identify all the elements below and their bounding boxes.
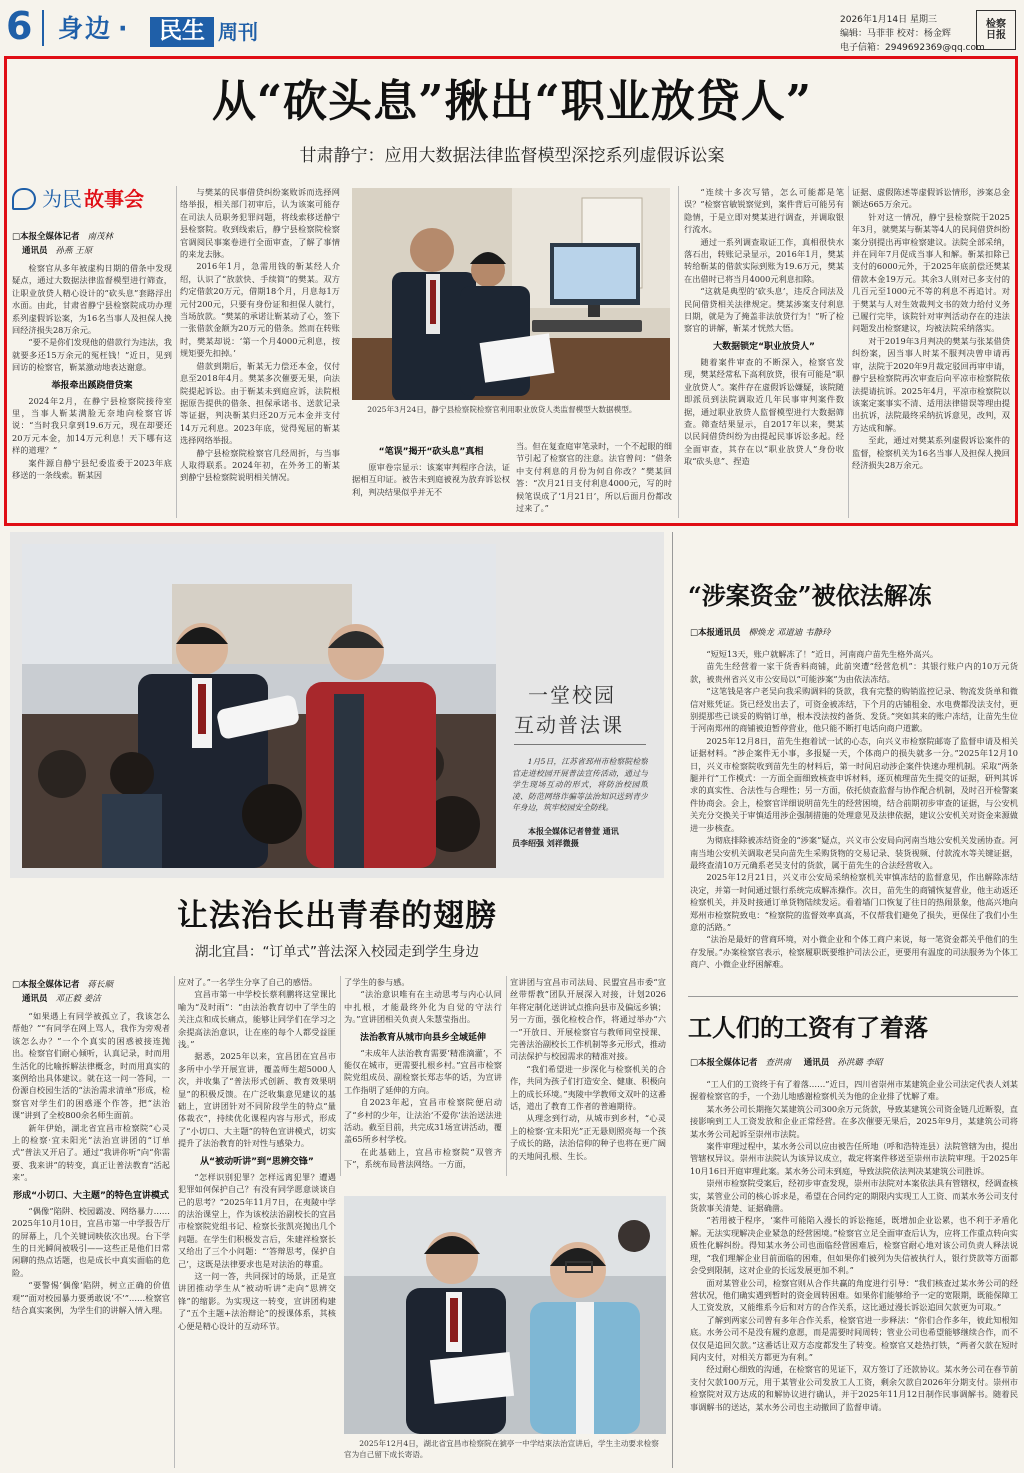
story4-body xyxy=(690,1078,1018,1468)
paragraph: “怎样识别犯罪？怎样远离犯罪？遭遇犯罪如何保护自己？有没有同学愿意谈谈自己的思考？”2025年11月7日，在夷陵中学的法治课堂上，作为该校法治副校长的宜昌市检察院党组书记、检察长张凯亮抛出几个问题。在学生们积极发言后，朱建祥检察长又给出了三个小问题：“‘答辩思考，保护自己’，这既是法律要求也是对法治的尊重。 xyxy=(178,1171,336,1269)
story1-photo-caption: 2025年3月24日，静宁县检察院检察官利用职业放贷人类监督模型大数据模型。 xyxy=(367,405,637,414)
byline-label: □本报全媒体记者 xyxy=(690,1058,758,1068)
subheading: 大数据锁定“职业放贷人” xyxy=(713,341,815,352)
paragraph: “我们希望进一步深化与检察机关的合作，共同为孩子们打造安全、健康、积极向上的成长环境。”夷陵中学教师文双叶的这番话，道出了教育工作者的普遍期待。 xyxy=(510,1063,666,1112)
paragraph: 应对了。”一名学生分享了自己的感悟。 xyxy=(178,977,318,987)
photo-feature-credit xyxy=(512,826,652,850)
section-divider xyxy=(672,532,673,1468)
column-divider xyxy=(506,976,507,1176)
column-divider xyxy=(678,186,679,518)
byline-names: 查洪南 xyxy=(765,1058,792,1068)
story1-byline xyxy=(12,230,192,258)
byline-label: □本报通讯员 xyxy=(690,628,741,638)
paragraph: 2025年12月8日，苗先生抱着试一试的心态，向兴义市检察院邮寄了监督申请及相关证据材料。“涉企案件无小事，多报疑一天，个体商户的损失就多一分。”2025年12月10日，兴义市检察院收到苗先生的材料后，第一时间启动涉企案件快速办理机制。采取“两条腿并行”工作模式：一方面全面细致核查申诉材料，逐页梳理苗先生提交的证据，研判其诉求的真实性、合法性与合理性；另一方面，依托侦查监督与协作配合机制，及时召开检警案件协商会。会上，检察官详细说明苗先生的经营困境，结合前期初步审查的证据，与公安机关充分交换关于审慎适用涉企强制措施的处理意见及法律依据，建议公安机关对资金来源做进一步核查。 xyxy=(690,735,1018,833)
story2-headline: 让法治长出青春的翅膀 xyxy=(177,898,497,934)
paragraph: 对于2019年3月判决的樊某与张某借贷纠纷案，因当事人时某不服判决曾申请再审，法院于2020年9月裁定驳回再审申请，静宁县检察院再次审查后向平凉市检察院依法提请抗诉。2025年4月，平凉市检察院以该案定案事实不清、适用法律错误等理由提出抗诉，法院最终采纳抗诉意见，改判，双方达成和解。 xyxy=(852,335,1010,433)
paragraph: 与樊某的民事借贷纠纷案败诉而选择网络举报，相关部门初审后，认为该案可能存在司法人员职务犯罪问题，将线索移送静宁县检察院。收到线索后，静宁县检察院检察官调阅民事案卷进行全面审查，了解了事情的来龙去脉。 xyxy=(180,187,340,260)
paragraph: “要警惕‘偶像’陷阱，树立正确的价值观”“面对校园暴力要勇敢说‘不’”……检察官结合真实案例，为学生们的讲解入情入理。 xyxy=(12,1280,170,1315)
paragraph: “连续十多次写错，怎么可能都是笔误？”检察官敏锐察觉到，案件背后可能另有隐情，于是立即对樊某进行调查，并调取银行流水。 xyxy=(684,187,844,235)
paragraph: 2025年12月21日，兴义市公安局采纳检察机关审慎冻结的监督意见，作出解除冻结决定，并第一时间通过银行系统完成解冻操作。次日，苗先生的商铺恢复营业，他主动返还检察机关，并及时接通订单货物陆续发运。看着墙门口恢复了往日的热闹景象，他高兴地向郑州市检察院致电：“检察院的监督效率真高，不仅帮我们避免了损失，更保住了我们小生意的活路。” xyxy=(690,872,1018,932)
story1-headline: 从“砍头息”揪出“职业放贷人” xyxy=(211,76,813,127)
story2-photo xyxy=(344,1196,666,1434)
paragraph: 案件审理过程中，某水务公司以应由被告任所地（呼和浩特连县）法院管辖为由，提出管辖权异议。崇州市法院认为该异议成立，裁定将案件移送至崇州市法院审理。于2025年10月16日开庭审理此案。某水务公司未到庭，导致法院依法判决某建筑公司胜诉。 xyxy=(690,1141,1018,1176)
story2-column-1 xyxy=(12,1010,170,1468)
story4-byline xyxy=(690,1056,1020,1070)
story1-column-3a xyxy=(352,440,510,520)
section-title-a: 身边 xyxy=(58,14,113,43)
paragraph: “短短13天，账户就解冻了！”近日，河南商户苗先生格外高兴。 xyxy=(706,649,939,659)
byline-names: 孙洪璐 李昭 xyxy=(837,1058,883,1068)
paragraph: 原审卷宗显示：该案审判程序合法，证据相互印证。被告未到庭被视为放弃诉讼权利，判决结果似乎并无不 xyxy=(352,462,510,497)
paragraph: 面对某管业公司，检察官则从合作共赢的角度进行引导：“我们核查过某水务公司的经营状况，他们确实遇到暂时的资金周转困难。如果你们能够给予一定的宽限期，既能保障工人工资发放，又能维系今后和对方的合作关系，这比通过漫长诉讼追回欠款更为可取。” xyxy=(690,1277,1018,1313)
paragraph: 这一问一答，共同探讨的场景，正是宣讲团推动学生从“被动听讲”走向“思辨交锋”的缩影。为实现这一转变，宣讲团构建了“五个主题+法治辩论”的授课体系，其核心便是精心设计的互动环节。 xyxy=(178,1270,336,1331)
story2-column-2 xyxy=(178,976,336,1468)
photo-feature-rule xyxy=(514,744,646,745)
newspaper-logo-text: 检察日报 xyxy=(986,19,1006,41)
paragraph: “法治是最好的营商环境，对小微企业和个体工商户来说，每一笔资金都关乎他们的生存发展。”办案检察官表示，检察履职既要维护司法公正，更要用有温度的司法服务为个体工商户、小微企业纾困解难。 xyxy=(690,934,1018,970)
paragraph: 至此，通过对樊某系列虚假诉讼案件的监督，检察机关为16名当事人及担保人挽回经济损失28万余元。 xyxy=(852,435,1010,470)
story-separator xyxy=(688,996,1018,997)
paragraph: “这笔钱是客户老吴向我采购调料的货款，我有完整的购销监控记录、物流发货单和微信对账凭证。货已经发出去了，可资金被冻结，下个月的店铺租金、水电费都没法支付，更别提那些已谈妥的购销订单，根本没法按约备货、发货。”突如其来的账户冻结，让苗先生位于河南郑州的商铺被迫暂停营业，他只能不断打电话向商户道歉。 xyxy=(690,686,1018,734)
story3-headline: “涉案资金”被依法解冻 xyxy=(688,581,932,610)
subheading: 形成“小切口、大主题”的特色宣讲模式 xyxy=(13,1190,169,1201)
paragraph: “法治意识唯有在主动思考与内心认同中扎根，才能最终外化为自觉的守法行为。”宣讲团相关负责人朱慧莹指出。 xyxy=(344,989,502,1025)
byline-names: 邓正毅 姜洁 xyxy=(55,994,101,1004)
column-divider xyxy=(176,186,177,518)
byline-names: 南茂林 xyxy=(87,232,114,242)
paragraph: 崇州市检察院受案后，经初步审查发现，崇州市法院对本案依法具有管辖权，经调查核实，某管业公司的核心诉求是，希望在合同约定的期限内实现工人工资、而某水务公司支付货款事关清楚、证据确凿。 xyxy=(690,1178,1018,1214)
paragraph: 1月5日，江苏省邳州市检察院检察官走进校园开展普法宣传活动，通过与学生现场互动的形式，将防治校园欺凌、防范网络诈骗等法治知识送到青少年身边，筑牢校园安全防线。 xyxy=(512,757,648,813)
editors-line: 编辑：马菲菲 校对：杨金辉 xyxy=(840,29,951,39)
section-title-c: 周刊 xyxy=(218,20,258,44)
photo-feature-body xyxy=(512,756,648,826)
paragraph: 针对这一情况，静宁县检察院于2025年3月，就樊某与靳某等4人的民间借贷纠纷案分别提出再审检察建议。法院全部采纳，并在同年7月促成当事人和解。靳某扣除已支付的6000元外，于2025年底前偿还樊某借款本金19万元。其余3人则对已多支付的几百元至1000元不等的利息不再追讨。对于樊某与人对生效裁判文书的效力给付义务已履行完毕，该院针对审判活动存在的违法问题发出检察建议，均被法院采纳落实。 xyxy=(852,211,1010,334)
photo-classroom-law-lesson xyxy=(22,544,496,868)
email-line: 电子信箱：2949692369@qq.com xyxy=(840,43,985,53)
subheading: 举报牵出蹊跷借贷案 xyxy=(51,380,133,391)
story2-column-4 xyxy=(510,976,666,1180)
paragraph: 当。但在复查庭审笔录时，一个不起眼的细节引起了检察官的注意。法官曾问：“借条中支付利息的月份为何自你改？”樊某回答：“次月21日支付利息4000元，写的时候笔误成了‘1月21日’，所以后面月份都改过来了。” xyxy=(516,441,672,514)
paragraph: “要不是你们发现他的借款行为违法，我就要多还15万余元的冤枉钱！”近日，见到回访的检察官，靳某激动地表达谢意。 xyxy=(12,337,172,373)
photo-feature-title-2: 互动普法课 xyxy=(514,713,624,737)
paragraph: 了解到两家公司曾有多年合作关系，检察官进一步释法：“你们合作多年，彼此知根知底。水务公司不是没有履约意愿，而是需要时间周转；管业公司也希望能够继续合作，而不仅仅是追回欠款。”这番话让双方态度都发生了转变。检察官又趁热打铁，“两者欠款在短时间内支付，对相关方都更为有利。” xyxy=(690,1314,1018,1362)
story1-column-1 xyxy=(12,262,172,522)
story4-headline: 工人们的工资有了着落 xyxy=(688,1013,928,1042)
subheading: 法治教育从城市向县乡全域延伸 xyxy=(359,1032,486,1043)
paragraph: “如果遇上有同学被孤立了，我该怎么帮他？”“有同学在网上骂人，我作为旁观者该怎么办？”一个个真实的困惑被接连抛出。检察官们耐心倾听，认真记录，时而用生活化的比喻拆解法律概念，时而用真实的案例给出具体建议。就在这一问一答间，一份源自校园生活的“法治需求清单”形成，检察官对学生们的困惑逐个作答，把“法治课”讲到了全校800余名师生面前。 xyxy=(12,1011,170,1121)
paragraph: 了学生的参与感。 xyxy=(344,977,410,987)
byline-label: 通讯员 xyxy=(803,1058,830,1068)
subheading: 从“被动听讲”到“思辨交锋” xyxy=(200,1156,314,1167)
byline-names: 孙燕 王原 xyxy=(55,246,93,256)
story2-subhead: 湖北宜昌：“订单式”普法深入校园走到学生身边 xyxy=(195,944,479,960)
page-header xyxy=(0,0,1024,54)
story3-body xyxy=(690,648,1018,988)
paragraph: 据悉，2025年以来，宜昌团在宜昌市多所中小学开展宣讲，覆盖师生超5000人次，并收集了“普法形式创新、教育效果明显”的积极反馈。在广泛收集意见建议的基础上，宣讲团针对不同阶段学生的特点“量体裁衣”，持续优化课程内容与形式，形成了“小切口、大主题”的特色宣讲模式，切实提升了法治教育的针对性与感染力。 xyxy=(178,1051,336,1149)
paragraph: 借款到期后，靳某无力偿还本金，仅付息至2018年4月。樊某多次催要无果，向法院提起诉讼。由于靳某未到庭应诉，法院根据原告提供的借条、担保承诺书、送款记录等证据，判决靳某归还20万元本金并支付14万元利息。2023年底，觉得冤屈的靳某选择网络举报。 xyxy=(180,360,340,446)
paragraph: 检察官从多年被虚构日期的借条中发现疑点，通过大数据法律监督模型进行筛查，让职业放贷人精心设计的“砍头息”套路浮出水面。由此，甘肃省静宁县检察院成功办理系列虚假诉讼案，为16名当事人及担保人挽回经济损失28万余元。 xyxy=(12,263,172,336)
paragraph: 2016年1月，急需用钱的靳某经人介绍，认识了“放款快、手续简”的樊某。双方约定借款20万元，借期18个月，月息每1万元付200元，只要有身份证和担保人就行，当场放款。“樊某的承诺让靳某动了心，签下一张借款金额为20万元的借条。然而在转账时，樊某却说：‘第一个月4000元利息，按规矩要先扣掉。’ xyxy=(180,261,340,359)
story2-byline xyxy=(12,978,172,1006)
byline-label: 通讯员 xyxy=(22,994,48,1004)
section-title-b: 民生 xyxy=(150,17,214,47)
paragraph: 2024年2月，在静宁县检察院接待室里，当事人靳某满脸无奈地向检察官诉说：“当时我只拿到19.6万元，现在却要还20万元本金，加14万元利息！天下哪有这样的道理？” xyxy=(12,395,172,456)
story1-column-3b xyxy=(516,440,672,520)
byline-label: □本报全媒体记者 xyxy=(12,232,80,242)
story1-subhead: 甘肃静宁：应用大数据法律监督模型深挖系列虚假诉讼案 xyxy=(299,146,725,166)
byline-names: 蒋长顺 xyxy=(87,980,114,990)
photo-feature-image xyxy=(22,544,496,868)
paragraph: “偶像”陷阱、校园霸凌、网络暴力……2025年10月10日，宜昌市第一中学报告厅的屏幕上，几个关键词映依次出现。台下学生的日光瞬间被吸引——这些正是他们日常闲聊的热点话题，也是成长中真实面临的危险。 xyxy=(12,1205,170,1278)
date-line: 2026年1月14日 星期三 xyxy=(840,15,937,25)
byline-label: 通讯员 xyxy=(22,246,48,256)
photo-prosecutors-at-computer xyxy=(352,188,670,400)
column-divider xyxy=(340,976,341,1176)
subheading: “笔误”揭开“砍头息”真相 xyxy=(378,447,484,457)
paragraph: 通过一系列调查取证工作，真相很快水落石出，转账记录显示，2016年1月，樊某转给靳某的借款实际到账为19.6万元，樊某在出借时已将当月4000元利息扣除。 xyxy=(684,236,844,284)
story3-byline xyxy=(690,626,1020,640)
paragraph: 随着案件审查的不断深入，检察官发现，樊某经常私下高利放贷，很有可能是“职业放贷人”。案件存在虚假诉讼嫌疑，该院随即派员到法院调取近几年民事审判案件数据，通过职业放贷人监督模型进行大数据筛查。筛查结果显示，自2017年以来，樊某以民间借贷纠纷为由提起民事诉讼多起。经全面审查，其存在以“职业放贷人”身份收取“砍头息”、捏造 xyxy=(684,356,844,467)
page-number-divider xyxy=(42,10,44,46)
paragraph: 苗先生经营着一家干货香料商铺，此前突遭“经营危机”：其银行账户内的10万元货款，被贵州省兴义市公安局以“可能涉案”为由依法冻结。 xyxy=(690,661,1018,684)
byline-label: □本报全媒体记者 xyxy=(12,980,80,990)
story2-column-3 xyxy=(344,976,502,1180)
column-logo-b: 故事会 xyxy=(84,187,144,211)
story1-column-2 xyxy=(180,186,340,518)
paragraph: 从理念到行动，从城市到乡村，“心灵上的检察·宜未阳光”正无悬则照亮每一个孩子成长的路，法治信仰的种子也将在更广阔的天地间孔根、生长。 xyxy=(510,1113,666,1161)
story1-column-logo xyxy=(12,186,162,216)
story1-column-4 xyxy=(684,186,844,518)
paragraph: “工人们的工资终于有了着落……”近日，四川省崇州市某建筑企业公司法定代表人刘某握着检察官的手，一个劲儿地感谢检察机关为他的企业排了忧解了难。 xyxy=(690,1079,1018,1102)
paragraph: 宣讲团与宜昌市司法局、民盟宜昌市委“宣丝带帮教”团队开展深入对接，计划2026年将定制化送讲试点推向县市及偏远乡镇；另一方面，强化检校合作，将通过举办“六一”开放日、开展检察官与教师同堂授课、完善法治副校长工作机制等多元形式，推动司法保护与校园需求的精准对接。 xyxy=(510,977,666,1062)
paragraph: “若用被于程序，‘案件可能陷入漫长的诉讼拖延，既增加企业讼累，也不利于矛盾化解。无法实现解决企业紧急的经营困境。”检察官立足全面审查后认为，应将工作重点转向实质性化解纠纷。得知某水务公司也面临经营困难后，检察官耐心地对该公司负责人释法说理，“我们理解企业目前面临的困难，但如果你们被列为失信被执行人，银行贷款等方面都会受到限制，这对企业的长远发展更加不利。” xyxy=(690,1215,1018,1276)
column-divider xyxy=(174,976,175,1468)
paragraph: 静宁县检察院检察官几经周折，与当事人取得联系。2024年初，在外务工的靳某到静宁县检察院说明相关情况。 xyxy=(180,447,340,483)
paragraph: 经过耐心细致的沟通，在检察官的见证下，双方签订了还款协议。某水务公司在春节前支付欠款100万元，用于某管业公司发放工人工资，剩余欠款自2026年分期支付。崇州市检察院对双方达成的和解协议进行确认，并于2025年11月12日制作民事调解书。随着民事调解书的送达，某水务公司也主动撤回了监督申请。 xyxy=(690,1364,1018,1412)
paragraph: 在此基础上，宜昌市检察院“双管齐下”，系统布局普法网络。一方面， xyxy=(344,1146,502,1170)
newspaper-logo xyxy=(976,10,1016,50)
chat-bubble-icon xyxy=(12,188,36,210)
credit-line: 员李绍强 刘祥微摄 xyxy=(512,839,579,848)
paragraph: 案件源自静宁县纪委监委于2023年底移送的一条线索。靳某因 xyxy=(12,457,172,481)
photo-prosecutor-with-student xyxy=(344,1196,666,1434)
paragraph: 为彻底排除被冻结资金的“涉案”疑点，兴义市公安局向河南当地公安机关发函协查。河南当地公安机关调取老吴向苗先生采购货物的交易记录、装货视频、付款流水等关键证据，最终查清10万元确系老吴支付的货款，属于苗先生的合法经营收入。 xyxy=(690,835,1018,870)
story2-photo-caption: 2025年12月4日，湖北省宜昌市检察院在猇亭一中学结束法治宣讲后，学生主动要求检察官为自己留下成长寄语。 xyxy=(344,1439,659,1459)
column-divider xyxy=(848,186,849,518)
paragraph: “未成年人法治教育需要‘精准滴灌’，不能仅在城市，更需要扎根乡村。”宜昌市检察院党组成员、副检察长郑志华的话，为宣讲工作指明了延伸的方向。 xyxy=(344,1047,502,1095)
page-number: 6 xyxy=(6,4,33,48)
paragraph: 自2023年起，宜昌市检察院便启动了“乡村的少年，让法治‘不爱你’法治送法进活动。截至目前，共完成31场宣讲活动，覆盖65所乡村学校。 xyxy=(344,1097,502,1145)
credit-line: 本报全媒体记者曾萱 通讯 xyxy=(528,827,619,836)
section-title-dot: · xyxy=(118,14,128,43)
paragraph: 某水务公司长期拖欠某建筑公司300余万元货款，导致某建筑公司资金链几近断裂，直接影响到工人工资发放和企业正常经营。在多次催要无果后，2025年9月，某建筑公司将某水务公司起诉至崇州市法院。 xyxy=(690,1103,1018,1139)
paragraph: 宜昌市第一中学校长蔡利鹏将这堂课比喻为“及时雨”：“由法治教育切中了学生的关注点和成长痛点，能够让同学们在学习之余提高法治意识，让在座的每个人都受益匪浅。” xyxy=(178,989,336,1050)
column-logo-a: 为民 xyxy=(42,187,82,211)
paragraph: “这就是典型的‘砍头息’，违反合同法及民间借贷相关法律规定。樊某涉案支付利息日期，就是为了掩盖非法放贷行为！”听了检察官的讲解，靳某才恍然大悟。 xyxy=(684,286,844,334)
story1-photo xyxy=(352,188,670,400)
byline-names: 柳焕龙 邓道迪 韦静玲 xyxy=(748,628,831,638)
paragraph: 证据、虚假陈述等虚假诉讼情形，涉案总金额达665万余元。 xyxy=(852,187,1010,210)
paragraph: 新年伊始，湖北省宜昌市检察院“心灵上的检察·宜未阳光”法治宣讲团的“订单式”普法又开启了。通过“我讲你听”向“你需要、我来讲”的转变，真正让普法教育“活起来”。 xyxy=(12,1122,170,1183)
story1-column-5 xyxy=(852,186,1010,518)
photo-feature-title-1: 一堂校园 xyxy=(528,683,616,707)
